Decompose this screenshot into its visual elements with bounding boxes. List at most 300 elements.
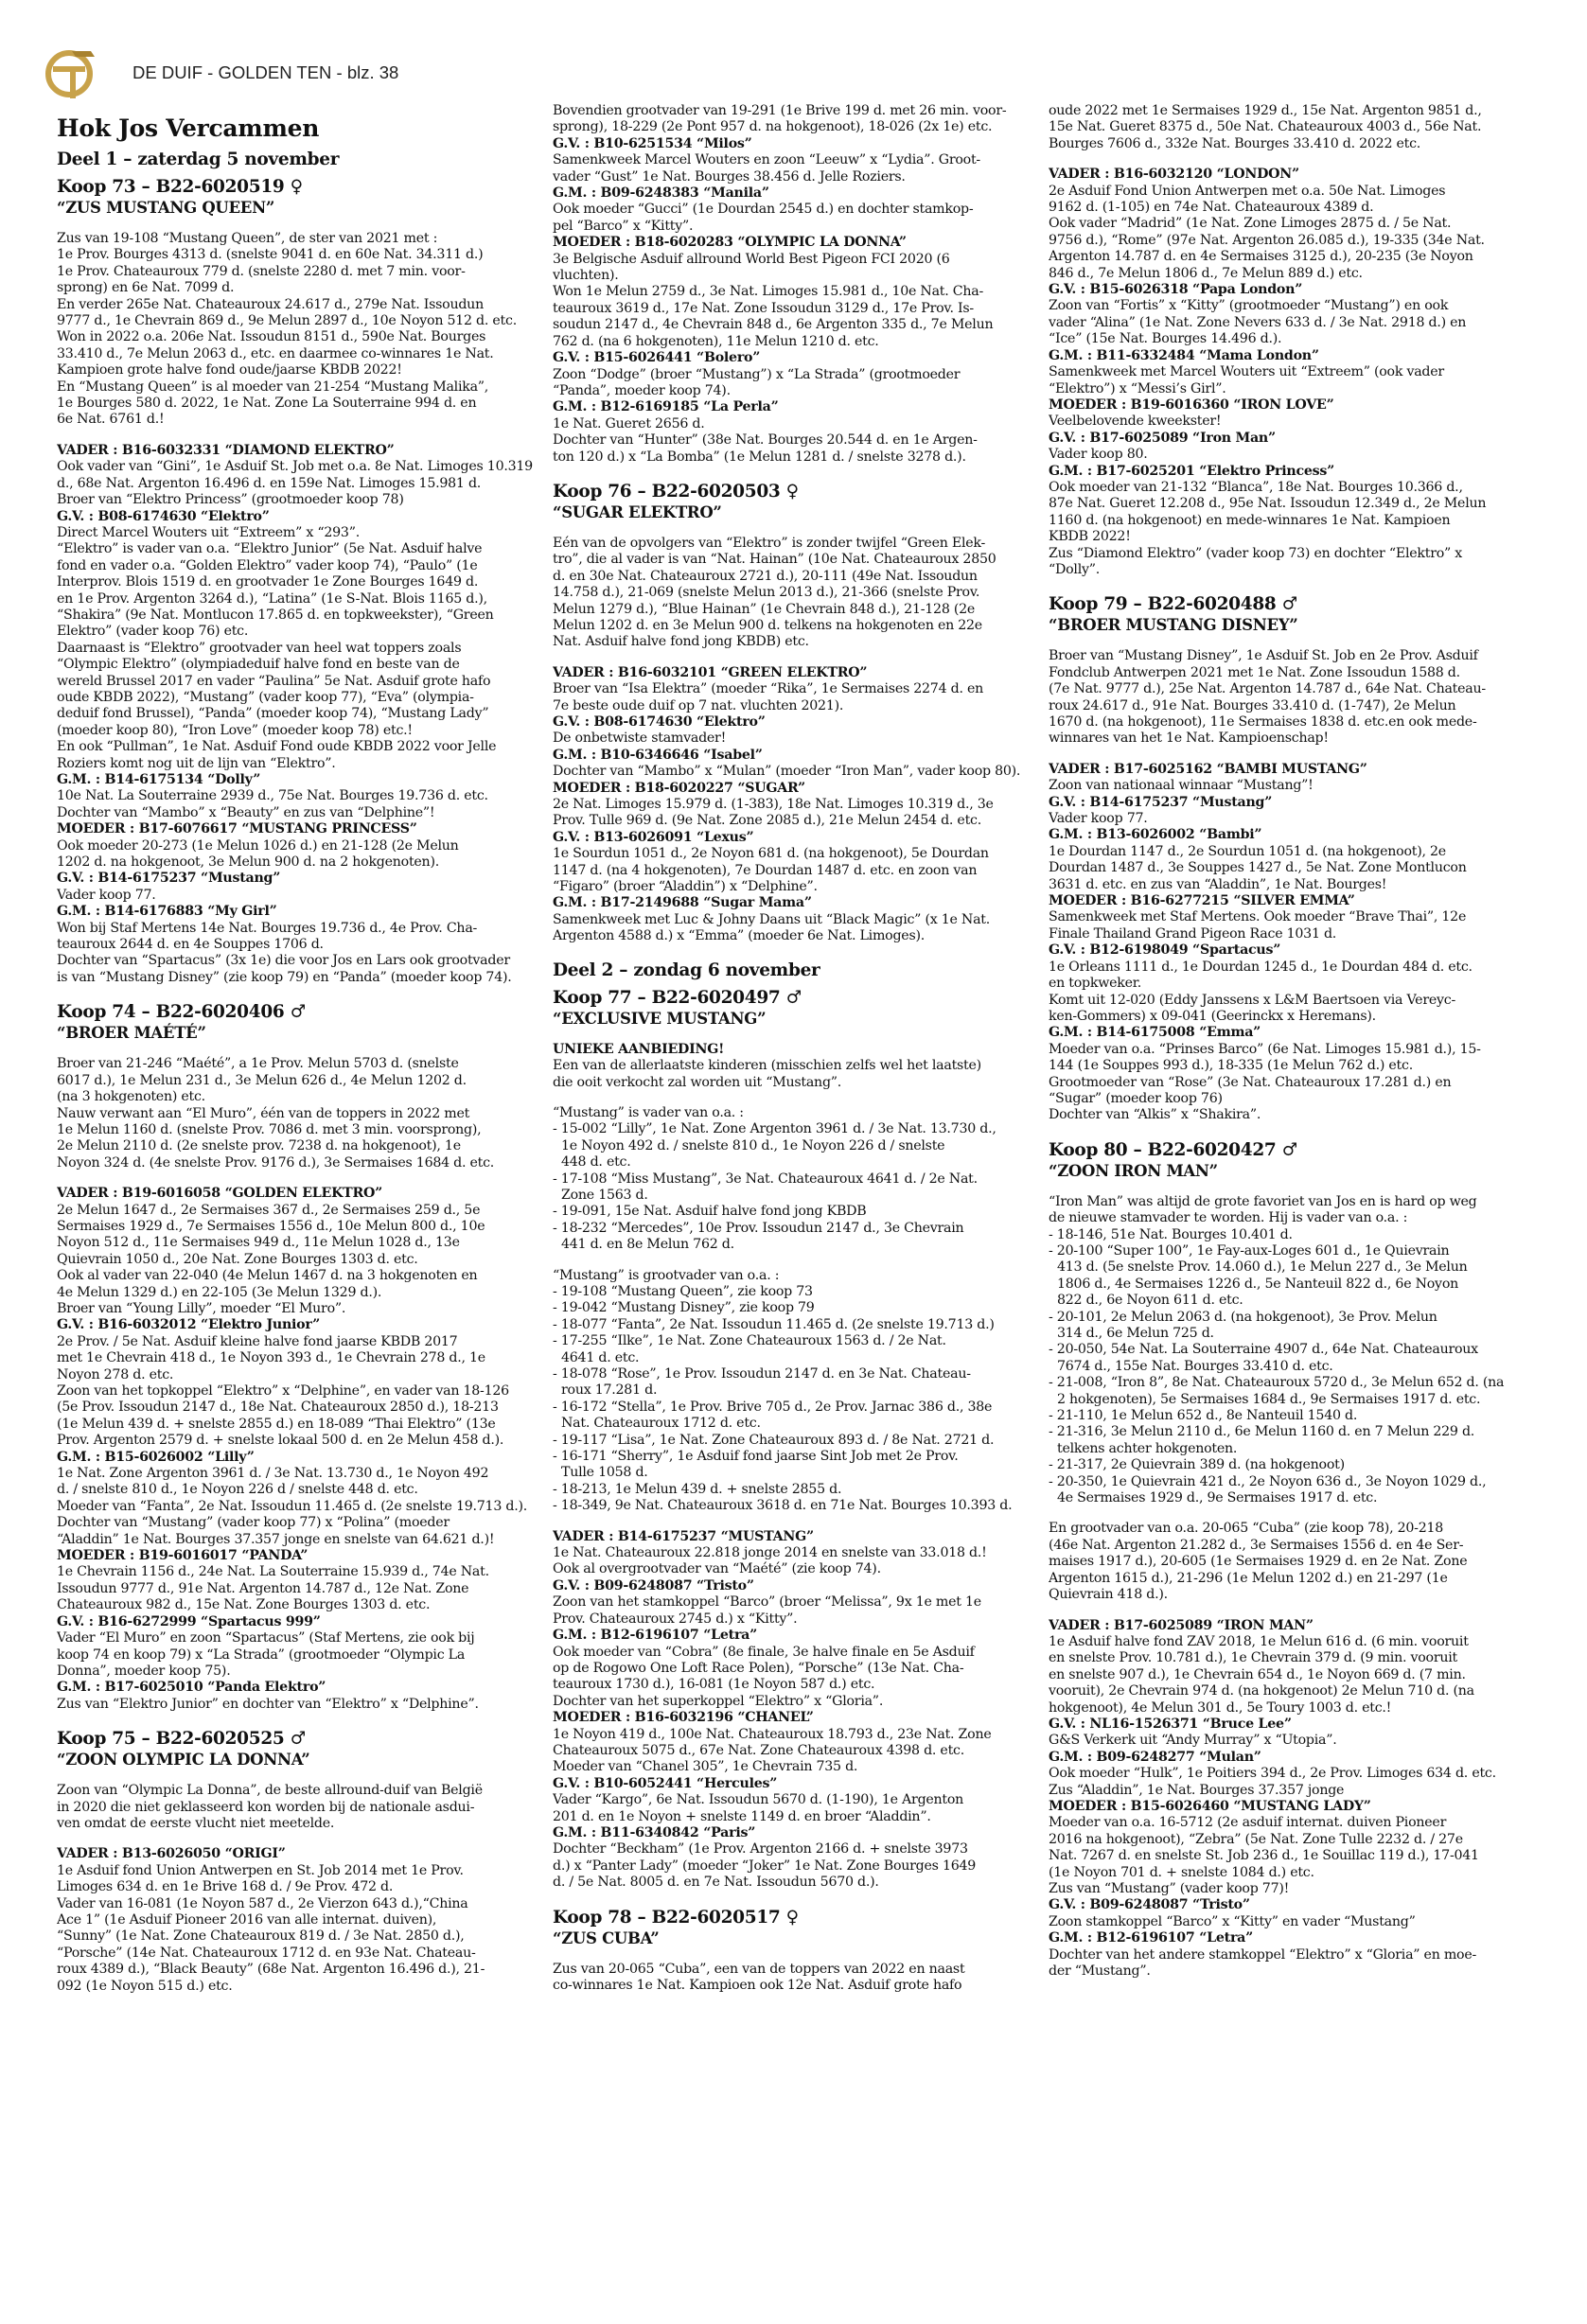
text-line: Moeder van “Chanel 305”, 1e Chevrain 735 d. (553, 1759, 858, 1775)
text-line: Issoudun 9777 d., 91e Nat. Argenton 14.787 d., 12e Nat. Zone (57, 1580, 469, 1596)
text-line: Ook al overgrootvader van “Maété” (zie koop 74). (553, 1561, 881, 1577)
text-line: 10e Nat. La Souterraine 2939 d., 75e Nat. Bourges 19.736 d. etc. (57, 788, 488, 804)
lot-name: “ZOON OLYMPIC LA DONNA” (57, 1751, 310, 1769)
text-line: 15e Nat. Gueret 8375 d., 50e Nat. Chateauroux 4003 d., 56e Nat. (1049, 119, 1482, 135)
text-line: Broer van 21-246 “Maété”, a 1e Prov. Melun 5703 d. (snelste (57, 1056, 459, 1072)
text-line: 1e Dourdan 1147 d., 2e Sourdun 1051 d. (na hokgenoot), 2e (1049, 843, 1446, 859)
text-line: 1e Bourges 580 d. 2022, 1e Nat. Zone La Souterraine 994 d. en (57, 396, 477, 412)
text-line: Moeder van o.a. 16-5712 (2e asduif internat. duiven Pioneer (1049, 1815, 1447, 1831)
spacer (1049, 1604, 1533, 1618)
text-line: telkens achter hokgenoten. (1057, 1440, 1238, 1456)
text-line: 6e Nat. 6761 d.! (57, 412, 165, 428)
text-line: 762 d. (na 6 hokgenoten), 11e Melun 1210 d. etc. (553, 333, 879, 349)
text-line: - 21-317, 2e Quievrain 389 d. (na hokgenoot) (1049, 1457, 1345, 1473)
text-line: - 18-078 “Rose”, 1e Prov. Issoudun 2147 d. en 3e Nat. Chateau- (553, 1366, 971, 1382)
lot-heading: Koop 76 – B22-6020503 ♀ (553, 481, 799, 502)
pedigree-heading: G.V. : B13-6026091 “Lexus” (553, 829, 754, 845)
text-line: oude 2022 met 1e Sermaises 1929 d., 15e Nat. Argenton 9851 d., (1049, 103, 1482, 118)
text-line: 1670 d. (na hokgenoot), 11e Sermaises 1838 d. etc.en ook mede- (1049, 714, 1477, 730)
text-line: 1e Asduif fond Union Antwerpen en St. Job 2014 met 1e Prov. (57, 1862, 464, 1878)
text-line: Prov. Argenton 2579 d. + snelste lokaal 500 d. en 2e Melun 458 d.). (57, 1433, 504, 1449)
text-line: (moeder koop 80), “Iron Love” (moeder koop 78) etc.! (57, 722, 413, 738)
pedigree-heading: G.V. : NL16-1526371 “Bruce Lee” (1049, 1716, 1292, 1732)
pedigree-heading: MOEDER : B16-6277215 “SILVER EMMA” (1049, 893, 1355, 909)
pedigree-heading: G.M. : B13-6026002 “Bambi” (1049, 827, 1262, 843)
section-heading-deel-1: Deel 1 – zaterdag 5 november (57, 150, 340, 169)
text-line: der “Mustang”. (1049, 1963, 1151, 1980)
text-line: Zus van “Mustang” (vader koop 77)! (1049, 1881, 1290, 1896)
text-line: En “Mustang Queen” is al moeder van 21-254 “Mustang Malika”, (57, 379, 489, 395)
pedigree-heading: MOEDER : B18-6020227 “SUGAR” (553, 780, 805, 796)
text-line: Dochter van “Spartacus” (3x 1e) die voor Jos en Lars ook grootvader (57, 953, 510, 969)
text-line: d. / snelste 810 d., 1e Noyon 226 d / snelste 448 d. etc. (57, 1482, 418, 1498)
running-head-text: DE DUIF - GOLDEN TEN - blz. 38 (132, 62, 399, 82)
text-line: teauroux 1730 d.), 16-081 (1e Noyon 587 d.) etc. (553, 1677, 875, 1693)
text-line: Won bij Staf Mertens 14e Nat. Bourges 19.736 d., 4e Prov. Cha- (57, 920, 478, 936)
text-line: “Iron Man” was altijd de grote favoriet van Jos en is hard op weg (1049, 1193, 1477, 1209)
text-line: 1e Orleans 1111 d., 1e Dourdan 1245 d., 1e Dourdan 484 d. etc. (1049, 959, 1472, 975)
text-line: Dochter van “Mustang” (vader koop 77) x “Polina” (moeder (57, 1515, 450, 1531)
text-line: “Elektro” is vader van o.a. “Elektro Junior” (5e Nat. Asduif halve (57, 541, 483, 557)
text-line: 3e Belgische Asduif allround World Best Pigeon FCI 2020 (6 (553, 251, 950, 267)
text-line: - 20-101, 2e Melun 2063 d. (na hokgenoot), 3e Prov. Melun (1049, 1309, 1437, 1325)
text-line: Melun 1279 d.), “Blue Hainan” (1e Chevrain 848 d.), 21-128 (2e (553, 601, 976, 617)
text-line: 846 d., 7e Melun 1806 d., 7e Melun 889 d.) etc. (1049, 265, 1363, 281)
text-line: koop 74 en koop 79) x “La Strada” (grootmoeder “Olympic La (57, 1646, 466, 1663)
text-line: 1e Noyon 419 d., 100e Nat. Chateauroux 18.793 d., 23e Nat. Zone (553, 1726, 992, 1742)
spacer (553, 1515, 1037, 1529)
text-line: Elektro” (vader koop 76) etc. (57, 624, 249, 640)
text-line: co-winnares 1e Nat. Kampioen ook 12e Nat. Asduif grote hafo (553, 1978, 962, 1993)
text-line: “Elektro”) x “Messi’s Girl”. (1049, 380, 1226, 396)
text-line: 2e Asduif Fond Union Antwerpen met o.a. 50e Nat. Limoges (1049, 183, 1446, 199)
text-line: Dochter van “Hunter” (38e Nat. Bourges 20.544 d. en 1e Argen- (553, 432, 978, 449)
text-line: op de Rogowo One Loft Race Polen), “Porsche” (13e Nat. Cha- (553, 1660, 964, 1676)
text-line: 7674 d., 155e Nat. Bourges 33.410 d. etc. (1057, 1358, 1333, 1374)
text-line: 2016 na hokgenoot), “Zebra” (5e Nat. Zone Tulle 2232 d. / 27e (1049, 1831, 1463, 1847)
text-line: - 18-146, 51e Nat. Bourges 10.401 d. (1049, 1226, 1293, 1242)
lot-heading: Koop 75 – B22-6020525 ♂ (57, 1729, 306, 1750)
text-line: Eén van de opvolgers van “Elektro” is zonder twijfel “Green Elek- (553, 535, 986, 551)
text-line: 4e Melun 1329 d.) en 22-105 (3e Melun 1329 d.). (57, 1284, 382, 1300)
text-line: En verder 265e Nat. Chateauroux 24.617 d., 279e Nat. Issoudun (57, 296, 484, 312)
pedigree-heading: G.V. : B14-6175237 “Mustang” (57, 871, 281, 887)
text-line: “Porsche” (14e Nat. Chateauroux 1712 d. en 93e Nat. Chateau- (57, 1945, 476, 1961)
pedigree-heading: G.M. : B11-6332484 “Mama London” (1049, 347, 1319, 363)
text-line: Ook moeder “Gucci” (1e Dourdan 2545 d.) en dochter stamkop- (553, 202, 974, 218)
text-line: maises 1917 d.), 20-605 (1e Sermaises 1929 d. en 2e Nat. Zone (1049, 1554, 1468, 1570)
text-line: 6017 d.), 1e Melun 231 d., 3e Melun 626 d., 4e Melun 1202 d. (57, 1072, 467, 1088)
pedigree-heading: G.V. : B08-6174630 “Elektro” (553, 714, 766, 730)
text-line: en 1e Prov. Argenton 3264 d.), “Latina” (1e S-Nat. Blois 1165 d.), (57, 590, 487, 607)
text-line: 9162 d. (1-105) en 74e Nat. Chateauroux 4389 d. (1049, 200, 1374, 216)
text-line: Moeder van o.a. “Prinses Barco” (6e Nat. Limoges 15.981 d.), 15- (1049, 1041, 1481, 1057)
text-line: 33.410 d., 7e Melun 2063 d., etc. en daarmee co-winnares 1e Nat. (57, 345, 494, 361)
text-line: 1e Prov. Chateauroux 779 d. (snelste 2280 d. met 7 min. voor- (57, 263, 466, 279)
text-line: in 2020 die niet geklasseerd kon worden bij de nationale asdui- (57, 1799, 475, 1815)
text-line: Nat. Chateauroux 1712 d. etc. (561, 1416, 761, 1432)
text-line: Vader koop 80. (1049, 447, 1148, 463)
pedigree-heading: G.V. : B09-6248087 “Tristo” (553, 1577, 754, 1593)
pedigree-heading: G.M. : B17-6025201 “Elektro Princess” (1049, 463, 1335, 479)
text-line: hokgenoot), 4e Melun 301 d., 5e Toury 1003 d. etc.! (1049, 1699, 1392, 1716)
lot-heading: Koop 77 – B22-6020497 ♂ (553, 987, 802, 1008)
text-line: de nieuwe stamvader te worden. Hij is vader van o.a. : (1049, 1210, 1408, 1226)
text-line: “Mustang” is grootvader van o.a. : (553, 1267, 780, 1283)
text-line: soudun 2147 d., 4e Chevrain 848 d., 6e Argenton 335 d., 7e Melun (553, 317, 994, 333)
text-line: Broer van “Elektro Princess” (grootmoeder koop 78) (57, 492, 404, 508)
text-line: die ooit verkocht zal worden uit “Mustang”. (553, 1074, 842, 1090)
text-line: d.) x “Panter Lady” (moeder “Joker” 1e Nat. Zone Bourges 1649 (553, 1857, 977, 1874)
pedigree-heading: G.M. : B14-6175134 “Dolly” (57, 772, 261, 787)
pedigree-heading: G.M. : B14-6175008 “Emma” (1049, 1025, 1261, 1041)
spacer (57, 1832, 541, 1846)
text-line: 1160 d. (na hokgenoot) en mede-winnares 1e Nat. Kampioen (1049, 512, 1451, 528)
lot-heading: Koop 74 – B22-6020406 ♂ (57, 1002, 306, 1023)
text-line: Dochter van “Mambo” x “Beauty” en zus van “Delphine”! (57, 804, 435, 820)
text-line: 2e Melun 2110 d. (2e snelste prov. 7238 d. na hokgenoot), 1e (57, 1138, 461, 1154)
text-line: 1e Noyon 492 d. / snelste 810 d., 1e Noyon 226 d / snelste (561, 1137, 945, 1153)
pedigree-heading: VADER : B17-6025089 “IRON MAN” (1049, 1617, 1314, 1633)
lot-name: “BROER MUSTANG DISNEY” (1049, 616, 1298, 635)
text-line: 7e beste oude duif op 7 nat. vluchten 2021). (553, 697, 844, 713)
text-line: Zoon van “Olympic La Donna”, de beste allround-duif van België (57, 1783, 483, 1799)
text-line: 1e Nat. Zone Argenton 3961 d. / 3e Nat. 13.730 d., 1e Noyon 492 (57, 1466, 489, 1482)
text-line: “Figaro” (broer “Aladdin”) x “Delphine”. (553, 879, 818, 895)
text-line: Dochter van “Mambo” x “Mulan” (moeder “Iron Man”, vader koop 80). (553, 764, 1021, 780)
text-line: - 20-350, 1e Quievrain 421 d., 2e Noyon 636 d., 3e Noyon 1029 d., (1049, 1473, 1487, 1489)
pedigree-heading: VADER : B16-6032120 “LONDON” (1049, 167, 1299, 183)
text-line: fond en vader o.a. “Golden Elektro” vader koop 74), “Paulo” (1e (57, 557, 478, 573)
text-line: Melun 1202 d. en 3e Melun 900 d. telkens na hokgenoten en 22e (553, 617, 982, 633)
text-line: Broer van “Young Lilly”, moeder “El Muro”. (57, 1300, 346, 1316)
lot-name: “BROER MAÉTÉ” (57, 1024, 206, 1043)
pedigree-heading: G.V. : B16-6272999 “Spartacus 999” (57, 1613, 321, 1629)
text-line: - 19-091, 15e Nat. Asduif halve fond jong KBDB (553, 1204, 867, 1220)
column-3 (1049, 103, 1533, 1980)
text-line: Zone 1563 d. (561, 1187, 648, 1203)
text-line: Kampioen grote halve fond oude/jaarse KBDB 2022! (57, 362, 402, 379)
text-line: - 19-108 “Mustang Queen”, zie koop 73 (553, 1283, 813, 1299)
text-line: wereld Brussel 2017 en vader “Paulina” 5e Nat. Asduif grote hafo (57, 673, 491, 689)
text-line: “Sugar” (moeder koop 76) (1049, 1090, 1223, 1106)
text-line: ken-Gommers) x 09-041 (Geerinckx x Heremans). (1049, 1008, 1376, 1024)
text-line: 9756 d.), “Rome” (97e Nat. Argenton 26.085 d.), 19-335 (34e Nat. (1049, 232, 1485, 248)
text-line: - 17-108 “Miss Mustang”, 3e Nat. Chateauroux 4641 d. / 2e Nat. (553, 1171, 978, 1187)
text-line: - 15-002 “Lilly”, 1e Nat. Zone Argenton 3961 d. / 3e Nat. 13.730 d., (553, 1121, 996, 1137)
text-line: Argenton 4588 d.) x “Emma” (moeder 6e Nat. Limoges). (553, 928, 926, 944)
text-line: - 20-100 “Super 100”, 1e Fay-aux-Loges 601 d., 1e Quievrain (1049, 1242, 1450, 1259)
text-line: Quievrain 1050 d., 20e Nat. Zone Bourges 1303 d. etc. (57, 1251, 418, 1267)
text-line: vluchten). (553, 268, 619, 284)
spacer (553, 1091, 1037, 1105)
text-line: oude KBDB 2022), “Mustang” (vader koop 77), “Eva” (olympia- (57, 689, 474, 705)
text-line: Grootmoeder van “Rose” (3e Nat. Chateauroux 17.281 d.) en (1049, 1074, 1452, 1090)
text-line: - 21-316, 3e Melun 2110 d., 6e Melun 1160 d. en 7 Melun 229 d. (1049, 1424, 1475, 1440)
text-line: d. en 30e Nat. Chateauroux 2721 d.), 20-111 (49e Nat. Issoudun (553, 568, 978, 584)
lot-heading: Koop 78 – B22-6020517 ♀ (553, 1907, 799, 1928)
text-line: ven omdat de eerste vlucht niet meetelde. (57, 1815, 335, 1831)
text-line: roux 17.281 d. (561, 1382, 658, 1399)
text-line: Moeder van “Fanta”, 2e Nat. Issoudun 11.465 d. (2e snelste 19.713 d.). (57, 1498, 528, 1514)
pedigree-heading: G.V. : B10-6251534 “Milos” (553, 135, 752, 151)
text-line: Broer van “Isa Elektra” (moeder “Rika”, 1e Sermaises 2274 d. en (553, 681, 984, 697)
text-line: 2 hokgenoten), 5e Sermaises 1684 d., 9e Sermaises 1917 d. etc. (1057, 1391, 1481, 1407)
text-line: Won 1e Melun 2759 d., 3e Nat. Limoges 15.981 d., 10e Nat. Cha- (553, 284, 984, 300)
text-line: En ook “Pullman”, 1e Nat. Asduif Fond oude KBDB 2022 voor Jelle (57, 739, 497, 755)
text-line: teauroux 2644 d. en 4e Souppes 1706 d. (57, 937, 324, 953)
text-line: Dourdan 1487 d., 3e Souppes 1427 d., 5e Nat. Zone Montlucon (1049, 860, 1467, 876)
pedigree-heading: VADER : B16-6032331 “DIAMOND ELEKTRO” (57, 442, 395, 458)
text-line: Tulle 1058 d. (561, 1465, 648, 1481)
text-line: 1147 d. (na 4 hokgenoten), 7e Dourdan 1487 d. etc. en zoon van (553, 862, 978, 878)
pedigree-heading: MOEDER : B16-6032196 “CHANEL” (553, 1710, 814, 1726)
text-line: - 18-077 “Fanta”, 2e Nat. Issoudun 11.465 d. (2e snelste 19.713 d.) (553, 1316, 995, 1332)
text-line: - 18-213, 1e Melun 439 d. + snelste 2855 d. (553, 1481, 842, 1497)
text-line: “Ice” (15e Nat. Bourges 14.496 d.). (1049, 331, 1282, 347)
text-line: roux 4389 d.), “Black Beauty” (68e Nat. Argenton 16.496 d.), 21- (57, 1962, 485, 1978)
text-line: vader “Alina” (1e Nat. Zone Nevers 633 d. / 3e Nat. 2918 d.) en (1049, 314, 1467, 330)
text-line: 1e Melun 1160 d. (snelste Prov. 7086 d. met 3 min. voorsprong), (57, 1121, 482, 1137)
text-line: Argenton 1615 d.), 21-296 (1e Melun 1202 d.) en 21-297 (1e (1049, 1570, 1448, 1586)
text-line: 3631 d. etc. en zus van “Aladdin”, 1e Nat. Bourges! (1049, 876, 1387, 892)
text-line: En grootvader van o.a. 20-065 “Cuba” (zie koop 78), 20-218 (1049, 1521, 1444, 1537)
text-line: Een van de allerlaatste kinderen (misschien zelfs wel het laatste) (553, 1058, 981, 1074)
pedigree-heading: MOEDER : B19-6016017 “PANDA” (57, 1548, 309, 1564)
text-line: - 21-110, 1e Melun 652 d., 8e Nanteuil 1540 d. (1049, 1408, 1358, 1424)
text-line: d. / 5e Nat. 8005 d. en 7e Nat. Issoudun 5670 d.). (553, 1875, 879, 1891)
text-line: “Panda”, moeder koop 74). (553, 382, 731, 398)
text-line: Nat. Asduif halve fond jong KBDB) etc. (553, 634, 809, 650)
text-line: Noyon 324 d. (4e snelste Prov. 9176 d.), 3e Sermaises 1684 d. etc. (57, 1154, 495, 1171)
pedigree-heading: G.M. : B17-6025010 “Panda Elektro” (57, 1680, 326, 1696)
text-line: 4641 d. etc. (561, 1349, 640, 1365)
text-line: Nat. 7267 d. en snelste St. Job 236 d., 1e Souillac 119 d.), 17-041 (1049, 1848, 1479, 1864)
text-line: Sermaises 1929 d., 7e Sermaises 1556 d., 10e Melun 800 d., 10e (57, 1218, 485, 1234)
pedigree-heading: G.M. : B11-6340842 “Paris” (553, 1824, 756, 1840)
text-line: sprong) en 6e Nat. 7099 d. (57, 280, 235, 296)
pedigree-heading: MOEDER : B18-6020283 “OLYMPIC LA DONNA” (553, 235, 907, 251)
pedigree-heading: G.V. : B10-6052441 “Hercules” (553, 1775, 778, 1791)
text-line: - 16-171 “Sherry”, 1e Asduif fond jaarse Sint Job met 2e Prov. (553, 1449, 959, 1465)
text-line: Vader van 16-081 (1e Noyon 587 d., 2e Vierzon 643 d.),“China (57, 1895, 468, 1911)
text-line: Ook moeder van 21-132 “Blanca”, 18e Nat. Bourges 10.366 d., (1049, 479, 1463, 495)
text-line: - 18-232 “Mercedes”, 10e Prov. Issoudun 2147 d., 3e Chevrain (553, 1220, 964, 1236)
text-line: - 18-349, 9e Nat. Chateauroux 3618 d. en 71e Nat. Bourges 10.393 d. (553, 1498, 1013, 1514)
pedigree-heading: G.V. : B17-6025089 “Iron Man” (1049, 430, 1276, 446)
pedigree-heading: UNIEKE AANBIEDING! (553, 1041, 725, 1057)
text-line: “Aladdin” 1e Nat. Bourges 37.357 jonge en snelste van 64.621 d.)! (57, 1531, 495, 1547)
pedigree-heading: VADER : B14-6175237 “MUSTANG” (553, 1528, 814, 1544)
text-line: Noyon 512 d., 11e Sermaises 949 d., 11e Melun 1028 d., 13e (57, 1235, 460, 1251)
text-line: Dochter van “Alkis” x “Shakira”. (1049, 1107, 1261, 1123)
text-line: Argenton 14.787 d. en 4e Sermaises 3125 d.), 20-235 (3e Noyon (1049, 249, 1473, 265)
text-line: Zoon van het topkoppel “Elektro” x “Delphine”, en vader van 18-126 (57, 1383, 509, 1399)
text-line: Veelbelovende kweekster! (1049, 414, 1222, 430)
text-line: - 19-117 “Lisa”, 1e Nat. Zone Chateauroux 893 d. / 8e Nat. 2721 d. (553, 1432, 995, 1448)
text-line: Bovendien grootvader van 19-291 (1e Brive 199 d. met 26 min. voor- (553, 103, 1007, 118)
spacer (1049, 748, 1533, 762)
text-line: Fondclub Antwerpen 2021 met 1e Nat. Zone Issoudun 1588 d. (1049, 664, 1460, 680)
text-line: KBDB 2022! (1049, 529, 1131, 545)
text-line: roux 24.617 d., 91e Nat. Bourges 33.410 d. (1-747), 2e Melun (1049, 697, 1456, 713)
text-line: Won in 2022 o.a. 206e Nat. Issoudun 8151 d., 590e Nat. Bourges (57, 329, 486, 345)
text-line: Zoon stamkoppel “Barco” x “Kitty” en vader “Mustang” (1049, 1913, 1416, 1929)
text-line: Vader koop 77. (57, 887, 156, 903)
text-line: G&S Verkerk uit “Andy Murray” x “Utopia”. (1049, 1733, 1337, 1749)
text-line: teauroux 3619 d., 17e Nat. Zone Issoudun 3129 d., 17e Prov. Is- (553, 300, 974, 316)
spacer (57, 1171, 541, 1186)
golden-ten-logo (44, 49, 98, 102)
text-line: 441 d. en 8e Melun 762 d. (561, 1237, 734, 1253)
text-line: Zus van 20-065 “Cuba”, een van de toppers van 2022 en naast (553, 1961, 965, 1977)
text-line: 1e Sourdun 1051 d., 2e Noyon 681 d. (na hokgenoot), 5e Dourdan (553, 846, 989, 862)
text-line: 1e Asduif halve fond ZAV 2018, 1e Melun 616 d. (6 min. vooruit (1049, 1633, 1469, 1649)
text-line: 822 d., 6e Noyon 611 d. etc. (1057, 1293, 1243, 1309)
text-line: en topkweker. (1049, 976, 1141, 992)
text-line: d., 68e Nat. Argenton 16.496 d. en 159e Nat. Limoges 15.981 d. (57, 475, 482, 491)
pedigree-heading: G.V. : B15-6026318 “Papa London” (1049, 282, 1303, 298)
text-line: vader “Gust” 1e Nat. Bourges 38.456 d. Jelle Roziers. (553, 168, 906, 185)
pedigree-heading: G.M. : B09-6248383 “Manila” (553, 185, 769, 202)
text-line: 1e Nat. Chateauroux 22.818 jonge 2014 en snelste van 33.018 d.! (553, 1545, 987, 1561)
text-line: 144 (1e Souppes 993 d.), 18-335 (1e Melun 762 d.) etc. (1049, 1058, 1413, 1074)
text-line: (na 3 hokgenoten) etc. (57, 1089, 205, 1105)
text-line: “Shakira” (9e Nat. Montlucon 17.865 d. en topkweekster), “Green (57, 607, 494, 623)
text-line: (7e Nat. 9777 d.), 25e Nat. Argenton 14.787 d., 64e Nat. Chateau- (1049, 681, 1486, 697)
pedigree-heading: G.M. : B12-6169185 “La Perla” (553, 399, 779, 415)
text-line: Ook moeder “Hulk”, 1e Poitiers 394 d., 2e Prov. Limoges 634 d. etc. (1049, 1766, 1496, 1782)
text-line: Interprov. Blois 1519 d. en grootvader 1e Zone Bourges 1649 d. (57, 574, 479, 590)
lot-name: “EXCLUSIVE MUSTANG” (553, 1009, 767, 1028)
text-line: Bourges 7606 d., 332e Nat. Bourges 33.410 d. 2022 etc. (1049, 135, 1421, 151)
column-2-part-b (553, 987, 1037, 1995)
text-line: 4e Sermaises 1929 d., 9e Sermaises 1917 d. etc. (1057, 1490, 1378, 1506)
text-line: - 17-255 “Ilke”, 1e Nat. Zone Chateauroux 1563 d. / 2e Nat. (553, 1333, 946, 1349)
text-line: 87e Nat. Gueret 12.208 d., 95e Nat. Issoudun 12.349 d., 2e Melun (1049, 496, 1487, 512)
lot-heading: Koop 80 – B22-6020427 ♂ (1049, 1139, 1297, 1160)
text-line: Zus van 19-108 “Mustang Queen”, de ster van 2021 met : (57, 231, 438, 246)
text-line: “Mustang” is vader van o.a. : (553, 1104, 744, 1120)
text-line: Noyon 278 d. etc. (57, 1366, 174, 1382)
text-line: Zoon van het stamkoppel “Barco” (broer “Melissa”, 9x 1e met 1e (553, 1594, 981, 1611)
text-line: Samenkweek met Luc & Johny Daans uit “Black Magic” (x 1e Nat. (553, 911, 991, 927)
lot-heading: Koop 73 – B22-6020519 ♀ (57, 177, 303, 197)
pedigree-heading: G.V. : B15-6026441 “Bolero” (553, 350, 761, 366)
text-line: Samenkweek Marcel Wouters en zoon “Leeuw” x “Lydia”. Groot- (553, 152, 980, 168)
column-2-part-a (553, 103, 1037, 945)
text-line: Zoon van “Fortis” x “Kitty” (grootmoeder “Mustang”) en ook (1049, 298, 1449, 314)
text-line: ton 120 d.) x “La Bomba” (1e Melun 1281 d. / snelste 3278 d.). (553, 449, 966, 465)
text-line: 9777 d., 1e Chevrain 869 d., 9e Melun 2897 d., 10e Noyon 512 d. etc. (57, 313, 517, 329)
text-line: (46e Nat. Argenton 21.282 d., 3e Sermaises 1556 d. en 4e Ser- (1049, 1537, 1464, 1553)
text-line: is van “Mustang Disney” (zie koop 79) en “Panda” (moeder koop 74). (57, 969, 512, 985)
text-line: Zus “Diamond Elektro” (vader koop 73) en dochter “Elektro” x (1049, 545, 1463, 561)
text-line: 2e Prov. / 5e Nat. Asduif kleine halve fond jaarse KBDB 2017 (57, 1333, 458, 1349)
text-line: 413 d. (5e snelste Prov. 14.060 d.), 1e Melun 227 d., 3e Melun (1057, 1259, 1468, 1276)
text-line: - 20-050, 54e Nat. La Souterraine 4907 d., 64e Nat. Chateauroux (1049, 1342, 1478, 1358)
text-line: Ook moeder 20-273 (1e Melun 1026 d.) en 21-128 (2e Melun (57, 837, 459, 854)
text-line: 2e Nat. Limoges 15.979 d. (1-383), 18e Nat. Limoges 10.319 d., 3e (553, 797, 994, 813)
article-title: Hok Jos Vercammen (57, 114, 320, 142)
text-line: 092 (1e Noyon 515 d.) etc. (57, 1978, 233, 1994)
pedigree-heading: G.V. : B16-6032012 “Elektro Junior” (57, 1317, 321, 1333)
text-line: Roziers komt nog uit de lijn van “Elektro”. (57, 755, 336, 771)
text-line: “Olympic Elektro” (olympiadeduif halve fond en beste van de (57, 657, 460, 673)
running-header (44, 49, 611, 106)
lot-heading: Koop 79 – B22-6020488 ♂ (1049, 594, 1297, 615)
text-line: 1202 d. na hokgenoot, 3e Melun 900 d. na 2 hokgenoten). (57, 854, 439, 871)
pedigree-heading: G.V. : B09-6248087 “Tristo” (1049, 1897, 1250, 1913)
text-line: 201 d. en 1e Noyon + snelste 1149 d. en broer “Aladdin”. (553, 1808, 931, 1824)
spacer (1049, 1506, 1533, 1521)
text-line: - 16-172 “Stella”, 1e Prov. Brive 705 d., 2e Prov. Jarnac 386 d., 38e (553, 1399, 993, 1415)
text-line: Nauw verwant aan “El Muro”, één van de toppers in 2022 met (57, 1105, 470, 1121)
text-line: Quievrain 418 d.). (1049, 1587, 1168, 1603)
spacer (1049, 152, 1533, 167)
text-line: 14.758 d.), 21-069 (snelste Melun 2013 d.), 21-366 (snelste Prov. (553, 585, 980, 601)
text-line: deduif fond Brussel), “Panda” (moeder koop 74), “Mustang Lady” (57, 706, 489, 722)
text-line: 448 d. etc. (561, 1154, 631, 1171)
text-line: Dochter “Beckham” (1e Prov. Argenton 2166 d. + snelste 3973 (553, 1841, 968, 1857)
text-line: Broer van “Mustang Disney”, 1e Asduif St. Job en 2e Prov. Asduif (1049, 648, 1478, 664)
text-line: vooruit), 2e Chevrain 974 d. (na hokgenoot) 2e Melun 710 d. (na (1049, 1683, 1474, 1699)
text-line: winnares van het 1e Nat. Kampioenschap! (1049, 731, 1329, 747)
text-line: Finale Thailand Grand Pigeon Race 1031 d. (1049, 925, 1337, 942)
text-line: Samenkweek met Marcel Wouters uit “Extreem” (ook vader (1049, 364, 1444, 380)
text-line: Chateauroux 5075 d., 67e Nat. Zone Chateauroux 4398 d. etc. (553, 1742, 964, 1758)
text-line: “Sunny” (1e Nat. Zone Chateauroux 819 d. / 3e Nat. 2850 d.), (57, 1928, 465, 1945)
text-line: Ook vader van “Gini”, 1e Asduif St. Job met o.a. 8e Nat. Limoges 10.319 (57, 459, 533, 475)
pedigree-heading: MOEDER : B17-6076617 “MUSTANG PRINCESS” (57, 821, 417, 837)
text-line: Limoges 634 d. en 1e Brive 168 d. / 9e Prov. 472 d. (57, 1879, 394, 1895)
spacer (553, 1254, 1037, 1268)
text-line: 1e Nat. Gueret 2656 d. (553, 415, 705, 431)
pedigree-heading: G.V. : B12-6198049 “Spartacus” (1049, 942, 1281, 959)
lot-name: “ZOON IRON MAN” (1049, 1161, 1218, 1180)
text-line: 1e Chevrain 1156 d., 24e Nat. La Souterraine 15.939 d., 74e Nat. (57, 1564, 489, 1580)
pedigree-heading: G.M. : B12-6196107 “Letra” (553, 1628, 758, 1644)
text-line: Prov. Tulle 969 d. (9e Nat. Zone 2085 d.), 21e Melun 2454 d. etc. (553, 813, 981, 829)
lot-name: “ZUS MUSTANG QUEEN” (57, 199, 275, 217)
text-line: tro”, die al vader is van “Nat. Hainan” (10e Nat. Chateauroux 2850 (553, 552, 996, 568)
pedigree-heading: MOEDER : B19-6016360 “IRON LOVE” (1049, 396, 1334, 413)
text-line: “Dolly”. (1049, 561, 1101, 577)
text-line: en snelste Prov. 10.781 d.), 1e Chevrain 379 d. (9 min. vooruit (1049, 1650, 1457, 1666)
text-line: (1e Melun 439 d. + snelste 2855 d.) en 18-089 “Thai Elektro” (13e (57, 1416, 496, 1432)
text-line: Zus van “Elektro Junior” en dochter van “Elektro” x “Delphine”. (57, 1696, 479, 1712)
text-line: 2e Melun 1647 d., 2e Sermaises 367 d., 2e Sermaises 259 d., 5e (57, 1202, 481, 1218)
text-line: 314 d., 6e Melun 725 d. (1057, 1326, 1214, 1341)
text-line: Vader koop 77. (1049, 811, 1148, 827)
spacer (57, 429, 541, 443)
pedigree-heading: VADER : B17-6025162 “BAMBI MUSTANG” (1049, 761, 1367, 777)
text-line: 1e Prov. Bourges 4313 d. (snelste 9041 d. en 60e Nat. 34.311 d.) (57, 247, 484, 263)
section-heading-deel-2: Deel 2 – zondag 6 november (553, 960, 820, 980)
text-line: Zoon van nationaal winnaar “Mustang”! (1049, 778, 1314, 794)
spacer (553, 651, 1037, 665)
text-line: - 21-008, “Iron 8”, 8e Nat. Chateauroux 5720 d., 3e Melun 652 d. (na (1049, 1375, 1505, 1391)
text-line: - 19-042 “Mustang Disney”, zie koop 79 (553, 1300, 815, 1316)
text-line: 1806 d., 4e Sermaises 1226 d., 5e Nanteuil 822 d., 6e Noyon (1057, 1276, 1458, 1292)
pedigree-heading: G.M. : B17-2149688 “Sugar Mama” (553, 895, 812, 911)
text-line: Dochter van het superkoppel “Elektro” x “Gloria”. (553, 1693, 884, 1709)
text-line: Donna”, moeder koop 75). (57, 1663, 231, 1679)
column-1 (57, 104, 541, 1995)
lot-name: “ZUS CUBA” (553, 1928, 660, 1947)
text-line: Ace 1” (1e Asduif Pioneer 2016 van alle internat. duiven), (57, 1911, 437, 1928)
text-line: Chateauroux 982 d., 15e Nat. Zone Bourges 1303 d. etc. (57, 1597, 431, 1613)
